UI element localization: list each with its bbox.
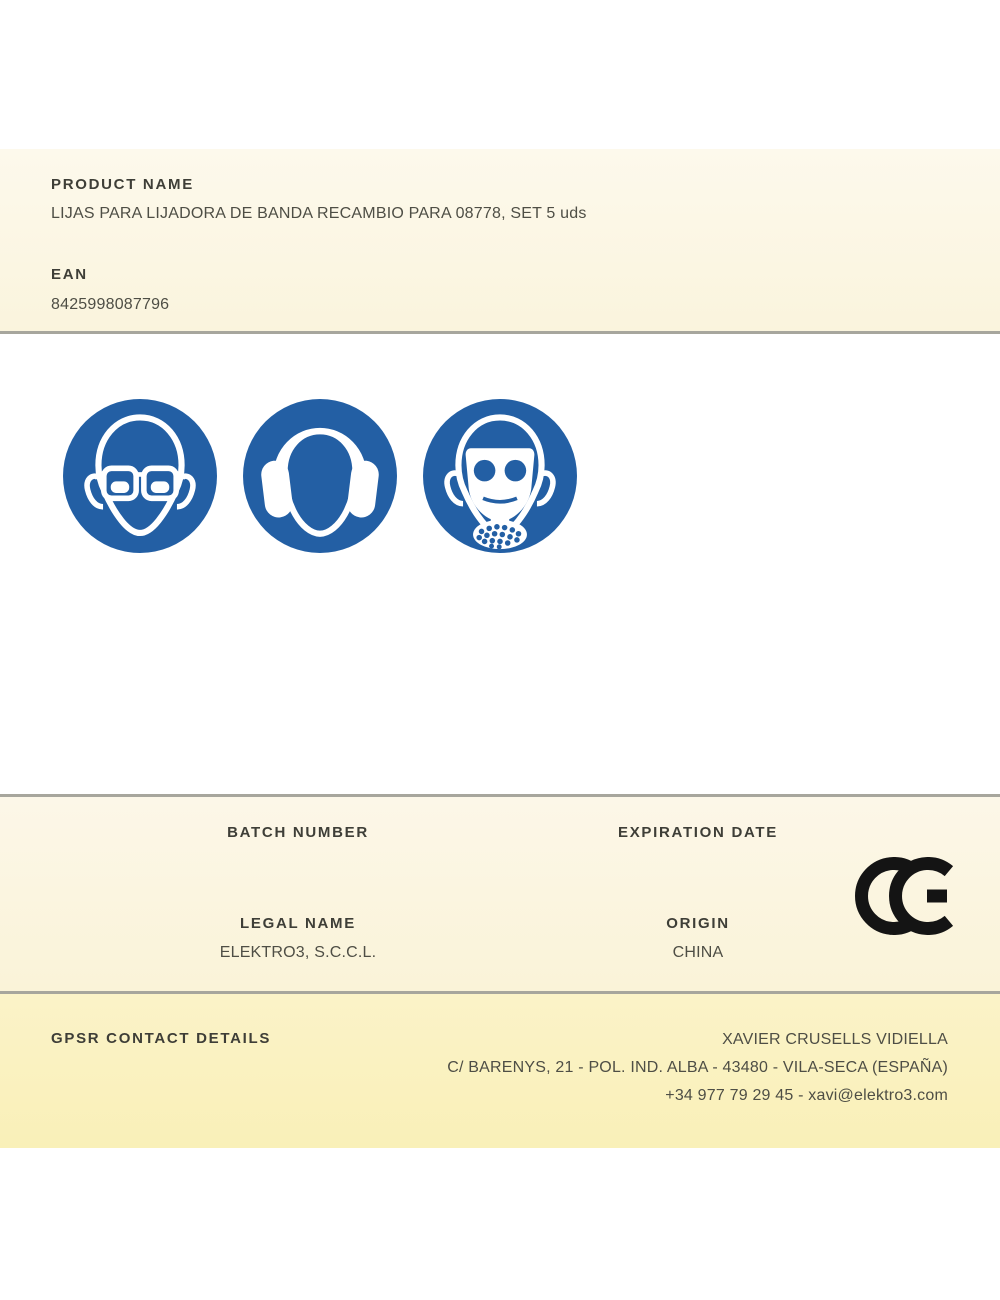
contact-phone-email: +34 977 79 29 45 - xavi@elektro3.com [665, 1087, 948, 1104]
expiration-date-label: EXPIRATION DATE [618, 824, 778, 841]
gpsr-contact-lines [447, 1026, 948, 1110]
ean-label: EAN [51, 266, 88, 283]
product-name-value: LIJAS PARA LIJADORA DE BANDA RECAMBIO PARA 08778, SET 5 uds [51, 205, 587, 222]
contact-person: XAVIER CRUSELLS VIDIELLA [722, 1031, 948, 1048]
ear-protection-icon [243, 399, 397, 553]
ce-mark-icon [854, 857, 954, 935]
product-name-label: PRODUCT NAME [51, 176, 194, 193]
batch-legal-panel [0, 794, 1000, 994]
safety-icons-row [63, 399, 577, 553]
batch-number-label: BATCH NUMBER [227, 824, 369, 841]
respiratory-protection-icon [423, 399, 577, 553]
origin-value: CHINA [672, 944, 724, 961]
gpsr-contact-label: GPSR CONTACT DETAILS [51, 1030, 272, 1047]
ean-value: 8425998087796 [51, 296, 170, 313]
contact-address: C/ BARENYS, 21 - POL. IND. ALBA - 43480 - VILA-SECA (ESPAÑA) [447, 1059, 948, 1076]
gpsr-contact-panel [0, 994, 1000, 1148]
origin-label: ORIGIN [666, 915, 730, 932]
eye-protection-icon [63, 399, 217, 553]
product-info-panel [0, 149, 1000, 334]
legal-name-value: ELEKTRO3, S.C.C.L. [219, 944, 377, 961]
legal-name-label: LEGAL NAME [240, 915, 356, 932]
